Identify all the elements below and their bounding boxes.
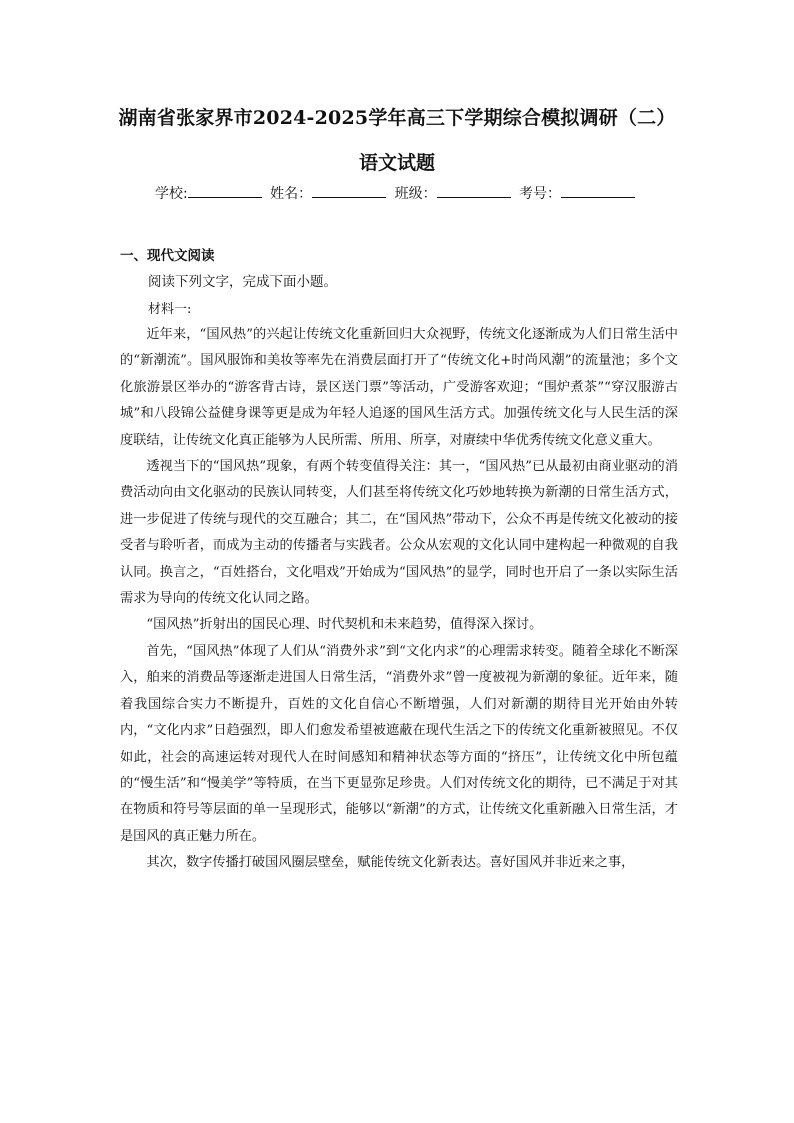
school-label: 学校: xyxy=(154,186,188,202)
paragraph: 近年来，“国风热”的兴起让传统文化重新回归大众视野，传统文化逐渐成为人们日常生活中的“新潮流”。国风服饰和美妆等率先在消费层面打开了“传统文化+时尚风潮”的流量池；多个文化旅游景区举办的“游客背古诗，景区送门票”等活动，广受游客欢迎；“围炉煮茶”“穿汉服游古城”和八段锦公益健身课等更是成为年轻人追逐的国风生活方式。加强传统文化与人民生活的深度联结，让传统文化真正能够为人民所需、所用、所享，对赓续中华优秀传统文化意义重大。 xyxy=(120,327,678,448)
material-label: 材料一: xyxy=(148,302,192,317)
school-blank[interactable] xyxy=(188,184,262,198)
reading-passage xyxy=(120,322,678,877)
class-label: 班级： xyxy=(394,186,437,202)
page-subtitle: 语文试题 xyxy=(358,152,435,174)
name-blank[interactable] xyxy=(312,184,386,198)
student-info-line xyxy=(0,183,794,203)
section-heading: 一、现代文阅读 xyxy=(120,248,215,264)
name-label: 姓名： xyxy=(270,186,313,202)
section-instruction: 阅读下列文字，完成下面小题。 xyxy=(148,274,337,290)
exam-number-label: 考号： xyxy=(519,186,562,202)
paragraph: 首先，“国风热”体现了人们从“消费外求”到“文化内求”的心理需求转变。随着全球化不断深入，舶来的消费品等逐渐走进国人日常生活，“消费外求”曾一度被视为新潮的象征。近年来，随着我国综合实力不断提升，百姓的文化自信心不断增强，人们对新潮的期待目光开始由外转内，“文化内求”日趋强烈，即人们愈发希望被遮蔽在现代生活之下的传统文化重新被照见。不仅如此，社会的高速运转对现代人在时间感知和精神状态等方面的“挤压”，让传统文化中所包蕴的“慢生活”和“慢美学”等特质，在当下更显弥足珍贵。人们对传统文化的期待，已不满足于对其在物质和符号等层面的单一呈现形式，能够以“新潮”的方式，让传统文化重新融入日常生活，才是国风的真正魅力所在。 xyxy=(120,643,678,844)
paragraph: 透视当下的“国风热”现象，有两个转变值得关注：其一，“国风热”已从最初由商业驱动的消费活动向由文化驱动的民族认同转变，人们甚至将传统文化巧妙地转换为新潮的日常生活方式，进一步促进了传统与现代的交互融合；其二，在“国风热”带动下，公众不再是传统文化被动的接受者与聆听者，而成为主动的传播者与实践者。公众从宏观的文化认同中建构起一种微观的自我认同。换言之，“百姓搭台，文化唱戏”开始成为“国风热”的显学，同时也开启了一条以实际生活需求为导向的传统文化认同之路。 xyxy=(120,459,678,607)
exam-number-blank[interactable] xyxy=(561,184,635,198)
class-blank[interactable] xyxy=(437,184,511,198)
paragraph: 其次，数字传播打破国风圈层壁垒，赋能传统文化新表达。喜好国风并非近来之事， xyxy=(146,855,635,871)
page-title: 湖南省张家界市2024-2025学年高三下学期综合模拟调研（二） xyxy=(118,107,676,129)
paragraph: “国风热”折射出的国民心理、时代契机和未来趋势，值得深入探讨。 xyxy=(146,617,543,633)
